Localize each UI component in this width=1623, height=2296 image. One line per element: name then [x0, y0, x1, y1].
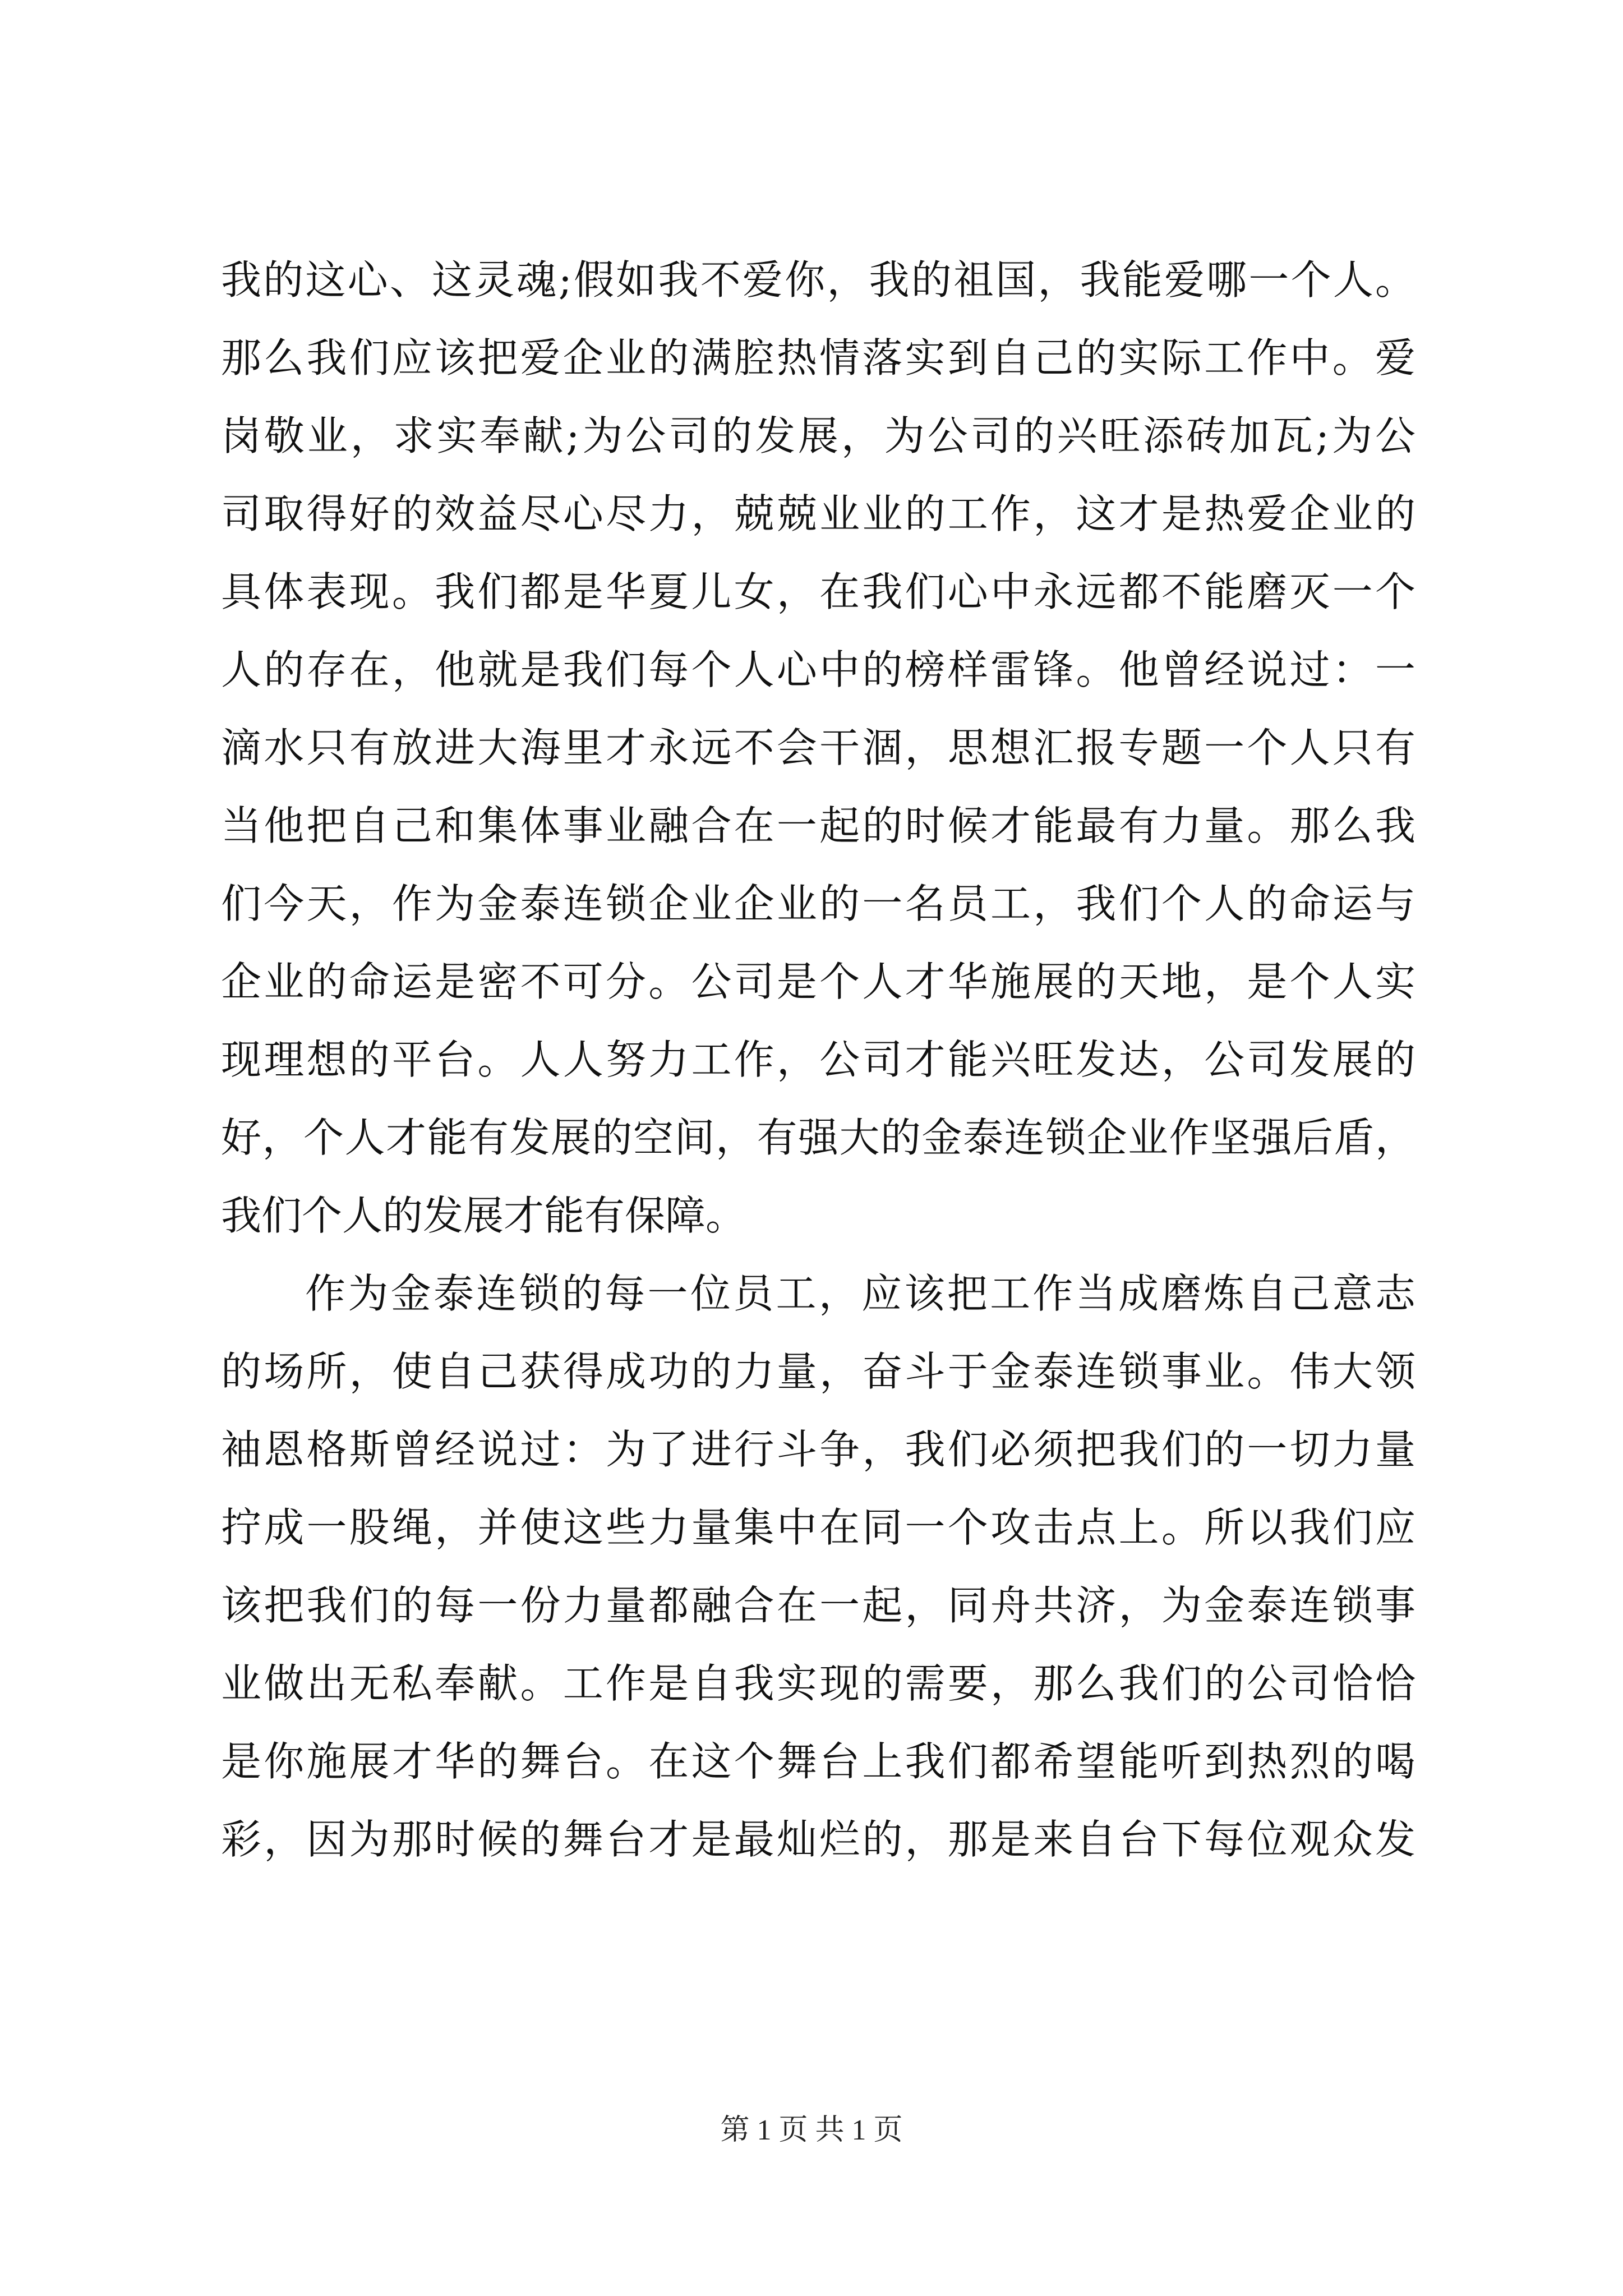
text-line: 司取得好的效益尽心尽力，兢兢业业的工作，这才是热爱企业的 [221, 490, 1415, 537]
text-line: 人的存在，他就是我们每个人心中的榜样雷锋。他曾经说过：一 [221, 646, 1415, 693]
text-line: 该把我们的每一份力量都融合在一起，同舟共济，为金泰连锁事 [221, 1582, 1415, 1629]
page-footer: 第 1 页 共 1 页 [720, 2114, 903, 2146]
text-line: 们今天，作为金泰连锁企业企业的一名员工，我们个人的命运与 [221, 880, 1415, 927]
text-line: 好，个人才能有发展的空间，有强大的金泰连锁企业作坚强后盾， [221, 1114, 1415, 1161]
text-line: 具体表现。我们都是华夏儿女，在我们心中永远都不能磨灭一个 [221, 568, 1415, 615]
text-line: 那么我们应该把爱企业的满腔热情落实到自己的实际工作中。爱 [221, 334, 1415, 381]
text-line: 滴水只有放进大海里才永远不会干涸，思想汇报专题一个人只有 [221, 724, 1415, 771]
text-line: 作为金泰连锁的每一位员工，应该把工作当成磨炼自己意志 [305, 1270, 1415, 1317]
text-line: 是你施展才华的舞台。在这个舞台上我们都希望能听到热烈的喝 [221, 1738, 1415, 1785]
text-line: 彩，因为那时候的舞台才是最灿烂的，那是来自台下每位观众发 [221, 1816, 1415, 1863]
text-line: 我的这心、这灵魂;假如我不爱你，我的祖国，我能爱哪一个人。 [221, 256, 1415, 303]
text-line: 袖恩格斯曾经说过：为了进行斗争，我们必须把我们的一切力量 [221, 1426, 1415, 1473]
text-line: 当他把自己和集体事业融合在一起的时候才能最有力量。那么我 [221, 802, 1415, 849]
text-line: 企业的命运是密不可分。公司是个人才华施展的天地，是个人实 [221, 958, 1415, 1005]
text-line: 岗敬业，求实奉献;为公司的发展，为公司的兴旺添砖加瓦;为公 [221, 412, 1415, 459]
text-line: 我们个人的发展才能有保障。 [221, 1192, 746, 1239]
text-line: 的场所，使自己获得成功的力量，奋斗于金泰连锁事业。伟大领 [221, 1348, 1415, 1395]
text-line: 现理想的平台。人人努力工作，公司才能兴旺发达，公司发展的 [221, 1036, 1415, 1083]
text-line: 业做出无私奉献。工作是自我实现的需要，那么我们的公司恰恰 [221, 1660, 1415, 1707]
text-line: 拧成一股绳，并使这些力量集中在同一个攻击点上。所以我们应 [221, 1504, 1415, 1551]
